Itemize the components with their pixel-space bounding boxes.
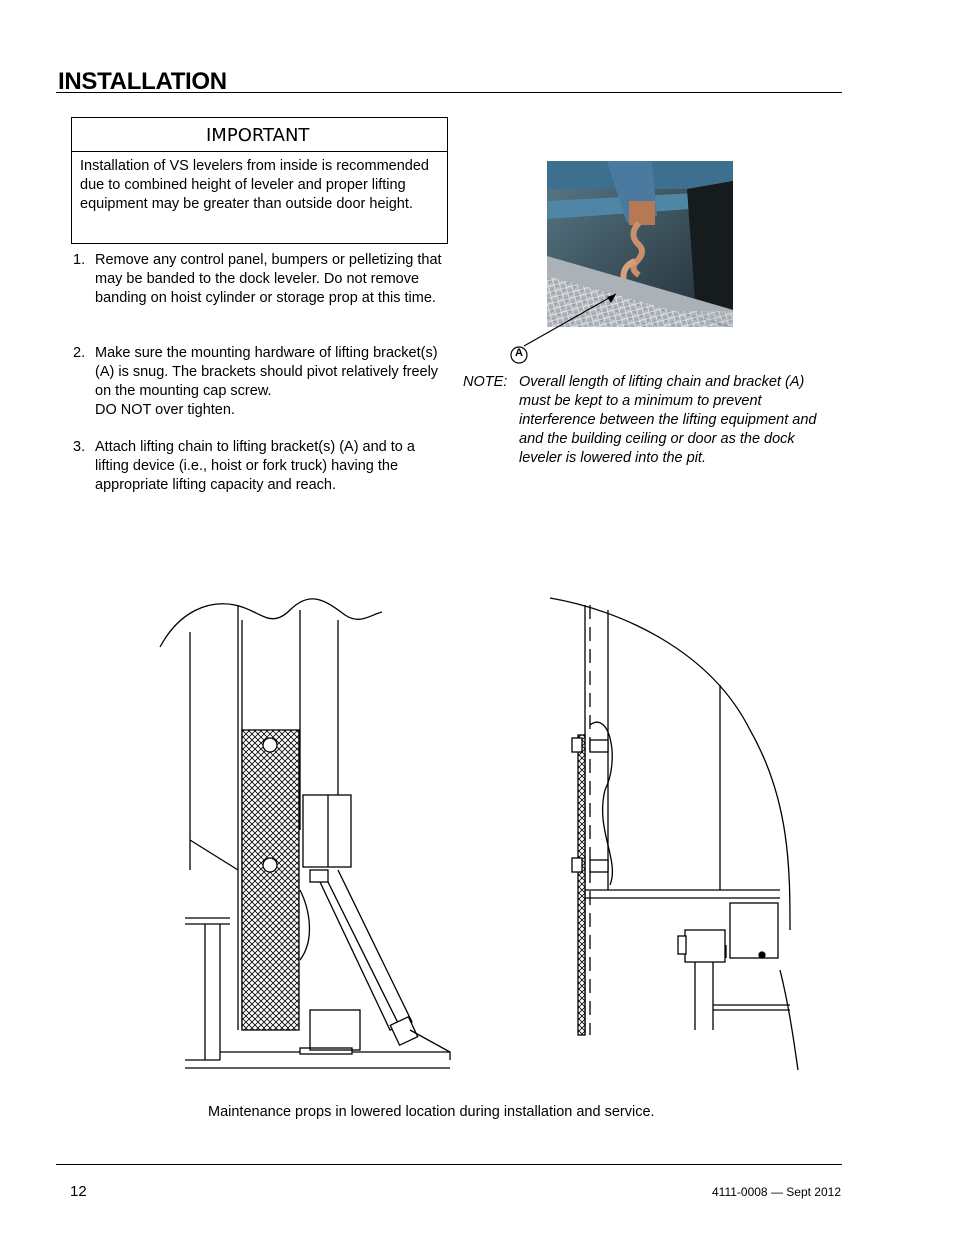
step-text: Attach lifting chain to lifting bracket(s) (A) and to a lifting device (i.e., hoist or fork truck) having the appropriate lifting capacity and reach. — [95, 439, 415, 493]
callout-a-label: A — [515, 347, 523, 359]
note-label: NOTE: — [463, 374, 508, 390]
footer-rule — [56, 1164, 842, 1165]
important-heading: IMPORTANT — [72, 118, 447, 152]
document-reference: 4111-0008 — Sept 2012 — [712, 1185, 841, 1199]
step-number: 3. — [73, 439, 86, 455]
step-number: 2. — [73, 345, 86, 361]
step-number: 1. — [73, 252, 86, 268]
important-text: Installation of VS levelers from inside is recommended due to combined height of leveler and proper lifting equipment may be greater than outside door height. — [80, 158, 429, 212]
important-box — [71, 117, 448, 244]
title-rule — [56, 92, 842, 93]
callout-a — [510, 346, 528, 364]
section-title: INSTALLATION — [58, 68, 227, 95]
step-text: Remove any control panel, bumpers or pelletizing that may be banded to the dock leveler. Do not remove banding on hoist cylinder or storage prop at this time. — [95, 252, 442, 306]
maintenance-prop-drawing — [150, 590, 820, 1080]
note-text: Overall length of lifting chain and bracket (A) must be kept to a minimum to prevent interference between the lifting equipment and and the building ceiling or door as the dock leveler is lowered into the pit. — [519, 374, 817, 466]
page-number: 12 — [70, 1183, 87, 1200]
step-text: Make sure the mounting hardware of lifting bracket(s) (A) is snug. The brackets should pivot relatively freely on the mounting cap screw. DO NOT over tighten. — [95, 345, 439, 418]
step-warning: DO NOT over tighten. — [95, 402, 235, 418]
figure-caption: Maintenance props in lowered location during installation and service. — [208, 1104, 655, 1120]
callout-line — [510, 280, 630, 370]
